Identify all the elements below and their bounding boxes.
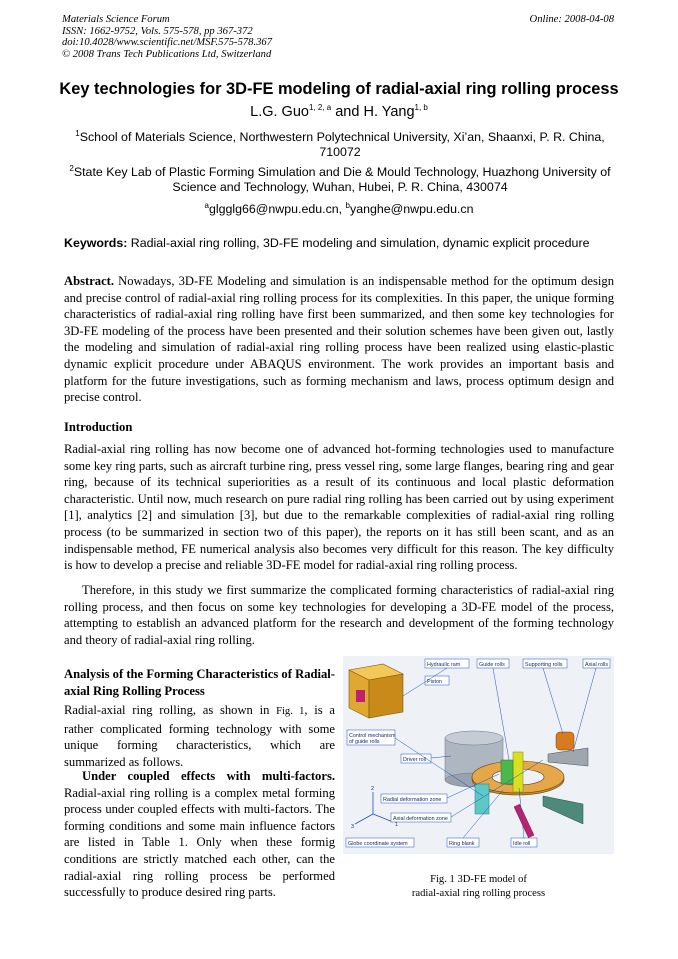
figure-caption	[343, 873, 614, 900]
journal-name: Materials Science Forum	[62, 14, 170, 25]
label-axial-rolls: Axial rolls	[585, 662, 609, 668]
email-line	[40, 202, 638, 216]
analysis-p2-bold: Under coupled effects with multi-factors.	[82, 769, 335, 783]
axis-label-3: 3	[351, 824, 354, 830]
email-a-marker: a	[204, 200, 209, 210]
label-axial-zone: Axial deformation zone	[393, 816, 448, 822]
affiliation-1-number: 1	[75, 128, 80, 138]
introduction-heading: Introduction	[64, 420, 133, 434]
analysis-p1-before: Radial-axial ring rolling, as shown in	[64, 703, 277, 717]
abstract-label: Abstract.	[64, 274, 115, 288]
label-piston: Piston	[427, 679, 442, 685]
guide-roll-shape-2	[501, 760, 513, 784]
affiliation-2-number: 2	[69, 163, 74, 173]
affiliation-1-text: School of Materials Science, Northwestern Polytechnical University, Xi’an, Shaanxi, P. R. China, 710072	[79, 130, 605, 160]
author-1: L.G. Guo	[250, 104, 309, 120]
email-b-link[interactable]: yanghe@nwpu.edu.cn	[350, 202, 474, 216]
label-guide-rolls: Guide rolls	[479, 662, 505, 668]
author-1-affiliation: 1, 2, a	[308, 103, 332, 113]
idle-roll-shape	[513, 752, 523, 792]
keywords	[64, 236, 624, 250]
affiliation-1	[62, 130, 618, 161]
axis-label-2: 2	[371, 786, 374, 792]
email-a-link[interactable]: glgglg66@nwpu.edu.cn,	[208, 202, 346, 216]
analysis-p1-after: , is a rather complicated forming technology with some unique forming characteristics, which are summarized as follows.	[64, 703, 335, 769]
supporting-roll-shape	[556, 732, 574, 750]
label-supporting-rolls: Supporting rolls	[525, 662, 563, 668]
issn-line: ISSN: 1662-9752, Vols. 575-578, pp 367-372	[62, 25, 253, 37]
introduction-paragraph-2: Therefore, in this study we first summarize the complicated forming characteristics of radial-axial ring rolling process, and then focus on some key technologies for developing a 3D-FE model of the process, attempting to establish an advanced platform for the research and development of the forming technology and theory of radial-axial ring rolling.	[64, 583, 614, 647]
keywords-label: Keywords:	[64, 236, 128, 250]
affiliation-2-text: State Key Lab of Plastic Forming Simulation and Die & Mould Technology, Huazhong University of Science and Technology, Wuhan, Hubei, P. R. China, 430074	[73, 165, 611, 195]
email-b-marker: b	[345, 200, 350, 210]
label-control-mechanism-2: of guide rolls	[349, 739, 380, 745]
journal-header	[62, 14, 614, 60]
label-globe-system: Globe coordinate system	[348, 841, 408, 847]
label-control-mechanism-1: Control mechanism	[349, 733, 396, 739]
label-idle-roll: Idle roll	[513, 841, 531, 847]
analysis-paragraph-1	[64, 702, 335, 770]
copyright-line: © 2008 Trans Tech Publications Ltd, Switzerland	[62, 48, 272, 60]
axis-label-1: 1	[395, 822, 398, 828]
label-radial-zone: Radial deformation zone	[383, 797, 442, 803]
ring-rolling-model-figure	[343, 656, 614, 854]
label-driver-roll: Driver roll	[403, 757, 427, 763]
label-ring-blank: Ring blank	[449, 841, 475, 847]
label-hydraulic-ram: Hydraulic ram	[427, 662, 461, 668]
figure-reference-link[interactable]: Fig. 1	[276, 706, 305, 717]
hydraulic-ram-block	[349, 664, 403, 718]
doi-line: doi:10.4028/www.scientific.net/MSF.575-578.367	[62, 37, 272, 49]
abstract-text: Nowadays, 3D-FE Modeling and simulation is an indispensable method for the optimum design and precise control of radial-axial ring rolling process for its complexities. In this paper, the unique forming characteristics of radial-axial ring rolling have first been summarized, and then some key technologies for 3D-FE modeling of the process have been presented and their solution schemes have been given out, lastly the modeling and simulation of radial-axial ring rolling process have been realized using elastic-plastic dynamic explicit procedure under ABAQUS environment. The work provides an important basis and platform for the future investigations, such as forming mechanism and laws, process optimum design and precise control.	[64, 274, 614, 405]
author-line	[40, 104, 638, 120]
keywords-text: Radial-axial ring rolling, 3D-FE modeling and simulation, dynamic explicit procedure	[127, 236, 590, 250]
author-2: and H. Yang	[331, 104, 415, 120]
paper-title: Key technologies for 3D-FE modeling of radial-axial ring rolling process	[59, 80, 619, 98]
abstract	[64, 273, 614, 406]
introduction-paragraph-1: Radial-axial ring rolling has now become one of advanced hot-forming technologies used to manufacture some key ring parts, such as aircraft turbine ring, press vessel ring, some large flanges, bearing ring and gear ring, because of its technical superiorities as a result of its continuous and local plastic deformation characteristic. Until now, much research on pure radial ring rolling has been carried out by using experiment [1], analytics [2] and simulation [3], but due to the remarkable complexities of radial-axial ring rolling process (to be summarized in section two of this paper), the reports on it has still been scant, and as an indispensable method, FE numerical analysis also becomes very difficult for this reason. The key difficulty is how to develop a precise and reliable 3D-FE model for radial-axial ring rolling process.	[64, 442, 614, 573]
analysis-p2-text: Radial-axial ring rolling is a complex metal forming process under coupled effects with multi-factors. The forming conditions and some main influence factors are listed in Table 1. Only when these formig conditions are strictly matched each other, can the radial-axial ring rolling process be performed successfully to produce desired ring parts.	[64, 785, 335, 900]
analysis-heading: Analysis of the Forming Characteristics of Radial-axial Ring Rolling Process	[64, 667, 335, 698]
caption-line-1: Fig. 1 3D-FE model of	[430, 874, 527, 885]
analysis-paragraph-2	[64, 768, 335, 901]
caption-line-2: radial-axial ring rolling process	[411, 887, 546, 899]
author-2-affiliation: 1, b	[414, 103, 428, 113]
affiliation-2	[62, 165, 618, 196]
online-date: Online: 2008-04-08	[529, 14, 614, 25]
